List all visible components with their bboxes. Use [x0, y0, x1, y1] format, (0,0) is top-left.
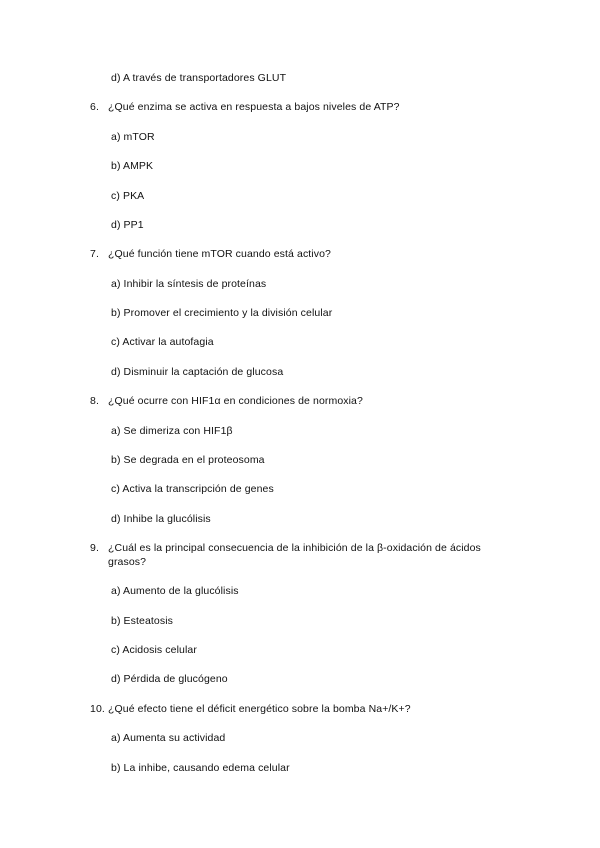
- question-6-option-d: d) PP1: [111, 219, 144, 231]
- question-9-option-d: d) Pérdida de glucógeno: [111, 673, 228, 685]
- question-10-option-a: a) Aumenta su actividad: [111, 732, 226, 744]
- question-7-option-d: d) Disminuir la captación de glucosa: [111, 366, 284, 378]
- question-9-number: 9.: [90, 542, 99, 554]
- question-9-text-line-2: grasos?: [108, 556, 147, 568]
- question-10-option-b: b) La inhibe, causando edema celular: [111, 762, 290, 774]
- question-7-option-a: a) Inhibir la síntesis de proteínas: [111, 278, 267, 290]
- question-8-option-b: b) Se degrada en el proteosoma: [111, 454, 265, 466]
- question-10-number: 10.: [90, 703, 105, 715]
- question-9-text-line-1: ¿Cuál es la principal consecuencia de la inhibición de la β-oxidación de ácidos: [108, 542, 481, 554]
- question-7-number: 7.: [90, 248, 99, 260]
- question-7-text: ¿Qué función tiene mTOR cuando está activo?: [108, 248, 331, 260]
- question-8-option-a: a) Se dimeriza con HIF1β: [111, 425, 233, 437]
- question-8-option-c: c) Activa la transcripción de genes: [111, 483, 274, 495]
- question-6-option-a: a) mTOR: [111, 131, 155, 143]
- question-7-option-b: b) Promover el crecimiento y la división celular: [111, 307, 333, 319]
- question-7-option-c: c) Activar la autofagia: [111, 336, 214, 348]
- question-6-number: 6.: [90, 101, 99, 113]
- question-9-option-c: c) Acidosis celular: [111, 644, 197, 656]
- question-6-option-c: c) PKA: [111, 190, 145, 202]
- question-6-option-b: b) AMPK: [111, 160, 154, 172]
- question-8-option-d: d) Inhibe la glucólisis: [111, 513, 211, 525]
- question-8-text: ¿Qué ocurre con HIF1α en condiciones de normoxia?: [108, 395, 363, 407]
- option-d-prev: d) A través de transportadores GLUT: [111, 72, 287, 84]
- question-9-option-b: b) Esteatosis: [111, 615, 173, 627]
- question-6-text: ¿Qué enzima se activa en respuesta a bajos niveles de ATP?: [108, 101, 400, 113]
- question-8-number: 8.: [90, 395, 99, 407]
- question-10-text: ¿Qué efecto tiene el déficit energético sobre la bomba Na+/K+?: [108, 703, 411, 715]
- question-9-option-a: a) Aumento de la glucólisis: [111, 585, 239, 597]
